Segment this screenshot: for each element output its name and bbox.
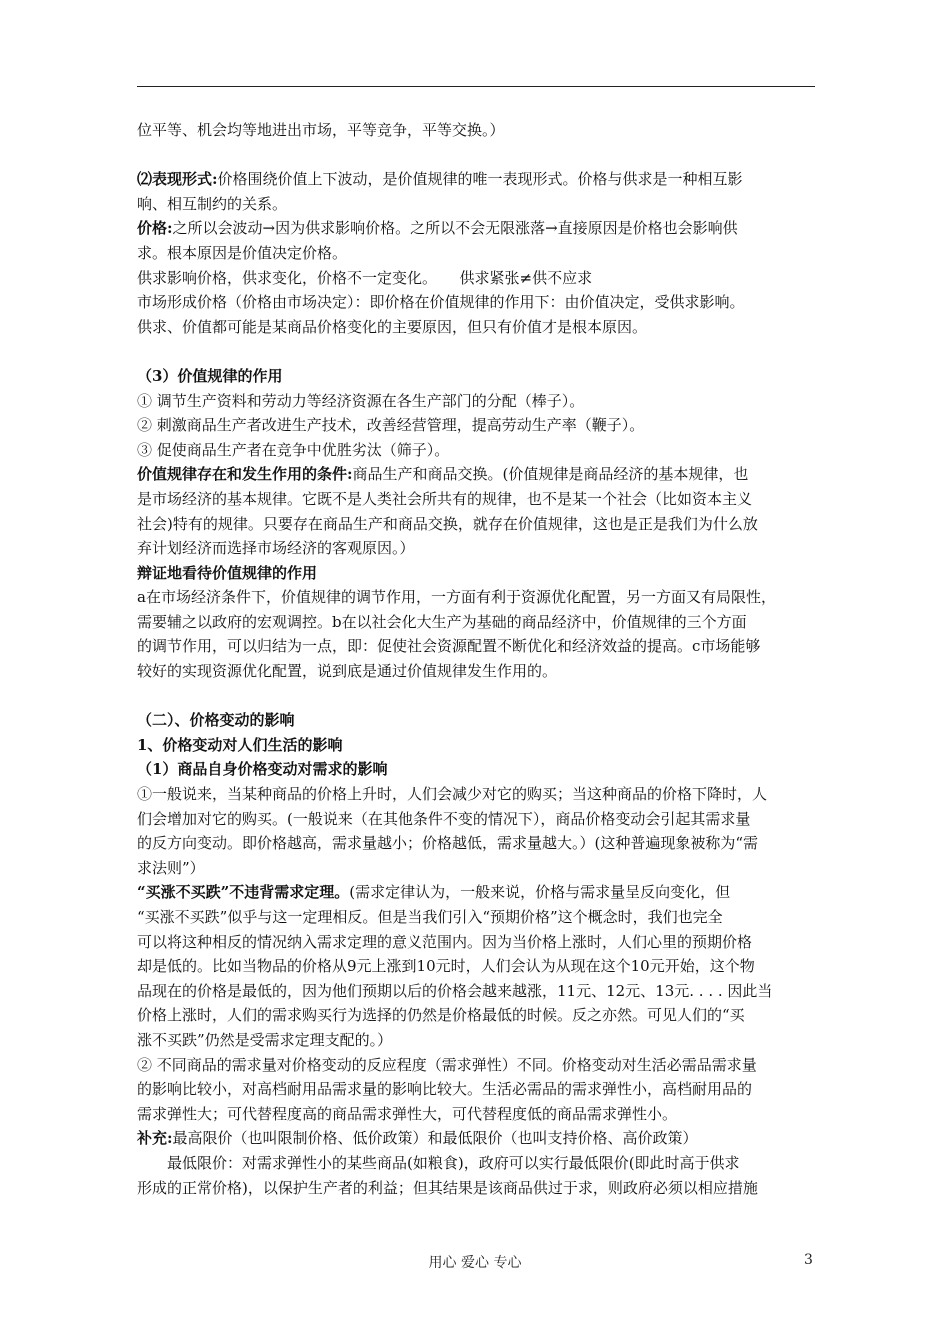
- text-line: 却是低的。比如当物品的价格从9元上涨到10元时，人们会认为从现在这个10元开始，这个物: [137, 957, 755, 976]
- text-line: ② 不同商品的需求量对价格变动的反应程度（需求弹性）不同。价格变动对生活必需品需求量: [137, 1055, 757, 1074]
- line-text: 商品生产和商品交换。(价值规律是商品经济的基本规律，也: [352, 465, 749, 484]
- text-line: [137, 364, 815, 389]
- text-line: 价格上涨时，人们的需求购买行为选择的仍然是价格最低的时候。反之亦然。可见人们的“买: [137, 1006, 745, 1025]
- line-text: 价格围绕价值上下波动，是价值规律的唯一表现形式。价格与供求是一种相互影: [217, 170, 743, 189]
- text-line: 需求弹性大；可代替程度高的商品需求弹性大，可代替程度低的商品需求弹性小。: [137, 1104, 678, 1123]
- bold-heading: ⑵表现形式:: [137, 170, 218, 189]
- text-line: 求。根本原因是价值决定价格。: [137, 243, 348, 262]
- text-line: 响、相互制约的关系。: [137, 194, 288, 213]
- text-line: ① 调节生产资料和劳动力等经济资源在各生产部门的分配（棒子）。: [137, 391, 585, 410]
- text-line: [137, 216, 815, 241]
- text-line: 位平等、机会均等地进出市场，平等竞争，平等交换。）: [137, 121, 505, 139]
- indented-text-line: 最低限价：对需求弹性小的某些商品(如粮食)，政府可以实行最低限价(即此时高于供求: [167, 1153, 740, 1172]
- bold-heading: （二）、价格变动的影响: [137, 711, 295, 730]
- text-line: [137, 462, 815, 487]
- bold-heading: 补充:: [137, 1129, 173, 1148]
- text-line: ③ 促使商品生产者在竞争中优胜劣汰（筛子）。: [137, 440, 450, 459]
- text-line: 品现在的价格是最低的，因为他们预期以后的价格会越来越涨，11元、12元、13元. . . . 因此当: [137, 981, 773, 1000]
- text-line: 供求影响价格，供求变化，价格不一定变化。 供求紧张≠供不应求: [137, 268, 593, 287]
- bold-heading: （1）商品自身价格变动对需求的影响: [137, 760, 388, 779]
- text-line: [137, 757, 815, 782]
- line-text: (需求定律认为，一般来说，价格与需求量呈反向变化，但: [349, 883, 731, 902]
- footer-text: 用心 爱心 专心: [428, 1255, 522, 1271]
- bold-heading: 辩证地看待价值规律的作用: [137, 563, 318, 582]
- line-text: 之所以会波动→因为供求影响价格。之所以不会无限涨落→直接原因是价格也会影响供: [172, 219, 738, 238]
- blank-line: [137, 339, 815, 364]
- text-line: 的调节作用，可以归结为一点，即：促使社会资源配置不断优化和经济效益的提高。c市场能够: [137, 637, 761, 656]
- bold-heading: （3）价值规律的作用: [137, 366, 283, 385]
- text-line: 社会)特有的规律。只要存在商品生产和商品交换，就存在价值规律，这也是正是我们为什么放: [137, 514, 758, 533]
- text-line: 供求、价值都可能是某商品价格变化的主要原因，但只有价值才是根本原因。: [137, 317, 648, 336]
- text-line: 较好的实现资源优化配置，说到底是通过价值规律发生作用的。: [137, 662, 558, 681]
- text-line: [137, 561, 815, 586]
- text-line: 可以将这种相反的情况纳入需求定理的意义范围内。因为当价格上涨时，人们心里的预期价格: [137, 932, 753, 951]
- line-text: 最高限价（也叫限制价格、低价政策）和最低限价（也叫支持价格、高价政策）: [172, 1129, 698, 1148]
- text-line: ② 刺激商品生产者改进生产技术，改善经营管理，提高劳动生产率（鞭子）。: [137, 416, 645, 435]
- text-line: [137, 880, 815, 905]
- blank-line: [137, 143, 815, 168]
- bold-heading: 1、价格变动对人们生活的影响: [137, 735, 343, 754]
- text-line: 们会增加对它的购买。(一般说来（在其他条件不变的情况下），商品价格变动会引起其需求量: [137, 809, 751, 828]
- text-line: 求法则”）: [137, 858, 205, 877]
- text-line: 弃计划经济而选择市场经济的客观原因。）: [137, 539, 415, 558]
- text-line: a在市场经济条件下，价值规律的调节作用，一方面有利于资源优化配置，另一方面又有局限性，: [137, 588, 776, 607]
- text-line: 形成的正常价格)，以保护生产者的利益；但其结果是该商品供过于求，则政府必须以相应措施: [137, 1178, 758, 1197]
- page-number: 3: [804, 1252, 813, 1268]
- text-line: 市场形成价格（价格由市场决定）：即价格在价值规律的作用下：由价值决定，受供求影响。: [137, 293, 745, 312]
- text-line: 的影响比较小，对高档耐用品需求量的影响比较大。生活必需品的需求弹性小，高档耐用品的: [137, 1080, 753, 1099]
- header-rule: [137, 86, 815, 87]
- text-line: 是市场经济的基本规律。它既不是人类社会所共有的规律，也不是某一个社会（比如资本主义: [137, 489, 753, 508]
- blank-line: [137, 684, 815, 709]
- text-line: ①一般说来，当某种商品的价格上升时，人们会减少对它的购买；当这种商品的价格下降时，人: [137, 785, 768, 804]
- text-line: [137, 1126, 815, 1151]
- bold-heading: “买涨不买跌”不违背需求定理。: [137, 883, 350, 902]
- bold-heading: 价格:: [137, 219, 173, 238]
- text-line: 涨不买跌”仍然是受需求定理支配的。）: [137, 1030, 393, 1049]
- text-line: [137, 733, 815, 758]
- text-line: [137, 167, 815, 192]
- text-line: 需要辅之以政府的宏观调控。b在以社会化大生产为基础的商品经济中，价值规律的三个方面: [137, 612, 747, 631]
- text-line: [137, 708, 815, 733]
- text-line: “买涨不买跌”似乎与这一定理相反。但是当我们引入“预期价格”这个概念时，我们也完全: [137, 908, 723, 926]
- text-line: 的反方向变动。即价格越高，需求量越小；价格越低，需求量越大。）(这种普遍现象被称为“需: [137, 834, 759, 853]
- bold-heading: 价值规律存在和发生作用的条件:: [137, 465, 353, 484]
- document-body: [137, 118, 815, 1200]
